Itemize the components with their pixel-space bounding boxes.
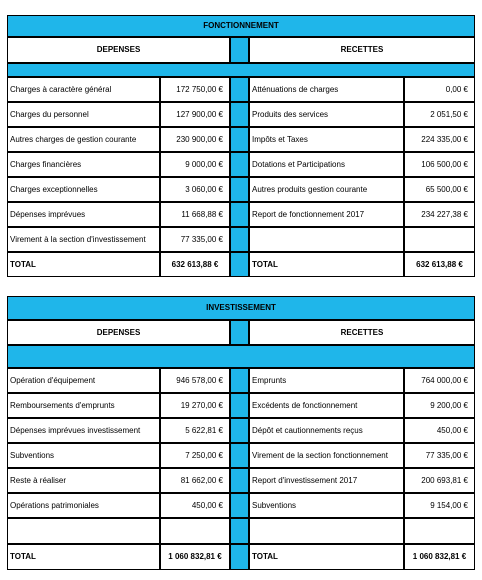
dep-value: 11 668,88 € bbox=[160, 202, 230, 227]
rec-total-value: 1 060 832,81 € bbox=[404, 544, 475, 570]
separator-column bbox=[230, 468, 249, 493]
dep-value: 81 662,00 € bbox=[160, 468, 230, 493]
rec-value: 9 200,00 € bbox=[404, 393, 475, 418]
separator-column bbox=[230, 227, 249, 252]
separator-column bbox=[230, 518, 249, 544]
rec-value: 234 227,38 € bbox=[404, 202, 475, 227]
dep-value: 230 900,00 € bbox=[160, 127, 230, 152]
investissement-title-row bbox=[8, 297, 475, 321]
fonctionnement-title-row bbox=[8, 16, 475, 38]
dep-label: Autres charges de gestion courante bbox=[7, 127, 160, 152]
rec-value: 200 693,81 € bbox=[404, 468, 475, 493]
rec-label: Atténuations de charges bbox=[249, 77, 404, 102]
dep-label: Remboursements d'emprunts bbox=[7, 393, 160, 418]
table-row bbox=[8, 419, 475, 444]
rec-value: 65 500,00 € bbox=[404, 177, 475, 202]
separator-column bbox=[230, 493, 249, 518]
rec-label: Emprunts bbox=[249, 368, 404, 393]
table-row bbox=[8, 519, 475, 545]
table-row bbox=[8, 394, 475, 419]
separator-column bbox=[230, 418, 249, 443]
dep-value: 172 750,00 € bbox=[160, 77, 230, 102]
rec-value: 764 000,00 € bbox=[404, 368, 475, 393]
spacer-band bbox=[7, 63, 475, 77]
separator-column bbox=[230, 152, 249, 177]
dep-value: 946 578,00 € bbox=[160, 368, 230, 393]
table-row bbox=[8, 128, 475, 153]
dep-value bbox=[160, 518, 230, 544]
separator-column bbox=[230, 320, 249, 345]
separator-column bbox=[230, 443, 249, 468]
rec-label: Report d'investissement 2017 bbox=[249, 468, 404, 493]
dep-value: 9 000,00 € bbox=[160, 152, 230, 177]
separator-column bbox=[230, 77, 249, 102]
rec-label bbox=[249, 518, 404, 544]
recettes-header: RECETTES bbox=[249, 320, 475, 345]
table-row bbox=[8, 78, 475, 103]
dep-label: Charges à caractère général bbox=[7, 77, 160, 102]
rec-label: Autres produits gestion courante bbox=[249, 177, 404, 202]
recettes-header: RECETTES bbox=[249, 37, 475, 63]
separator-column bbox=[230, 544, 249, 570]
separator-column bbox=[230, 202, 249, 227]
fonctionnement-title: FONCTIONNEMENT bbox=[7, 15, 475, 37]
dep-label: Opération d'équipement bbox=[7, 368, 160, 393]
rec-label: Dépôt et cautionnements reçus bbox=[249, 418, 404, 443]
investissement-header-row bbox=[8, 321, 475, 346]
rec-label: Subventions bbox=[249, 493, 404, 518]
investissement-title: INVESTISSEMENT bbox=[7, 296, 475, 320]
rec-label: Impôts et Taxes bbox=[249, 127, 404, 152]
rec-label: Virement de la section fonctionnement bbox=[249, 443, 404, 468]
separator-column bbox=[230, 177, 249, 202]
table-row bbox=[8, 469, 475, 494]
dep-value: 7 250,00 € bbox=[160, 443, 230, 468]
separator-column bbox=[230, 252, 249, 277]
separator-column bbox=[230, 368, 249, 393]
table-row bbox=[8, 444, 475, 469]
dep-value: 77 335,00 € bbox=[160, 227, 230, 252]
rec-value: 2 051,50 € bbox=[404, 102, 475, 127]
table-row bbox=[8, 369, 475, 394]
dep-total-value: 632 613,88 € bbox=[160, 252, 230, 277]
dep-total-label: TOTAL bbox=[7, 544, 160, 570]
table-row bbox=[8, 103, 475, 128]
table-row bbox=[8, 153, 475, 178]
dep-label: Opérations patrimoniales bbox=[7, 493, 160, 518]
separator-column bbox=[230, 37, 249, 63]
spacer-band bbox=[7, 345, 475, 368]
rec-label bbox=[249, 227, 404, 252]
fonctionnement-header-row bbox=[8, 38, 475, 64]
dep-label: Virement à la section d'investissement bbox=[7, 227, 160, 252]
dep-label bbox=[7, 518, 160, 544]
rec-value bbox=[404, 227, 475, 252]
rec-total-label: TOTAL bbox=[249, 252, 404, 277]
rec-value: 0,00 € bbox=[404, 77, 475, 102]
rec-label: Report de fonctionnement 2017 bbox=[249, 202, 404, 227]
rec-value: 450,00 € bbox=[404, 418, 475, 443]
rec-total-value: 632 613,88 € bbox=[404, 252, 475, 277]
dep-value: 3 060,00 € bbox=[160, 177, 230, 202]
separator-column bbox=[230, 127, 249, 152]
fonctionnement-spacer-row bbox=[8, 64, 475, 78]
rec-value: 224 335,00 € bbox=[404, 127, 475, 152]
dep-label: Dépenses imprévues bbox=[7, 202, 160, 227]
dep-label: Reste à réaliser bbox=[7, 468, 160, 493]
dep-value: 19 270,00 € bbox=[160, 393, 230, 418]
dep-value: 127 900,00 € bbox=[160, 102, 230, 127]
investissement-spacer-row bbox=[8, 346, 475, 369]
separator-column bbox=[230, 393, 249, 418]
rec-label: Produits des services bbox=[249, 102, 404, 127]
dep-total-value: 1 060 832,81 € bbox=[160, 544, 230, 570]
table-row bbox=[8, 178, 475, 203]
dep-label: Subventions bbox=[7, 443, 160, 468]
rec-value: 77 335,00 € bbox=[404, 443, 475, 468]
dep-value: 450,00 € bbox=[160, 493, 230, 518]
dep-label: Dépenses imprévues investissement bbox=[7, 418, 160, 443]
separator-column bbox=[230, 102, 249, 127]
depenses-header: DEPENSES bbox=[7, 320, 230, 345]
dep-label: Charges du personnel bbox=[7, 102, 160, 127]
table-row bbox=[8, 228, 475, 253]
dep-label: Charges financières bbox=[7, 152, 160, 177]
rec-label: Dotations et Participations bbox=[249, 152, 404, 177]
rec-value: 106 500,00 € bbox=[404, 152, 475, 177]
table-row bbox=[8, 203, 475, 228]
dep-total-label: TOTAL bbox=[7, 252, 160, 277]
rec-value bbox=[404, 518, 475, 544]
rec-total-label: TOTAL bbox=[249, 544, 404, 570]
table-row bbox=[8, 494, 475, 519]
depenses-header: DEPENSES bbox=[7, 37, 230, 63]
dep-value: 5 622,81 € bbox=[160, 418, 230, 443]
total-row bbox=[8, 545, 475, 571]
rec-value: 9 154,00 € bbox=[404, 493, 475, 518]
dep-label: Charges exceptionnelles bbox=[7, 177, 160, 202]
total-row bbox=[8, 253, 475, 278]
rec-label: Excédents de fonctionnement bbox=[249, 393, 404, 418]
